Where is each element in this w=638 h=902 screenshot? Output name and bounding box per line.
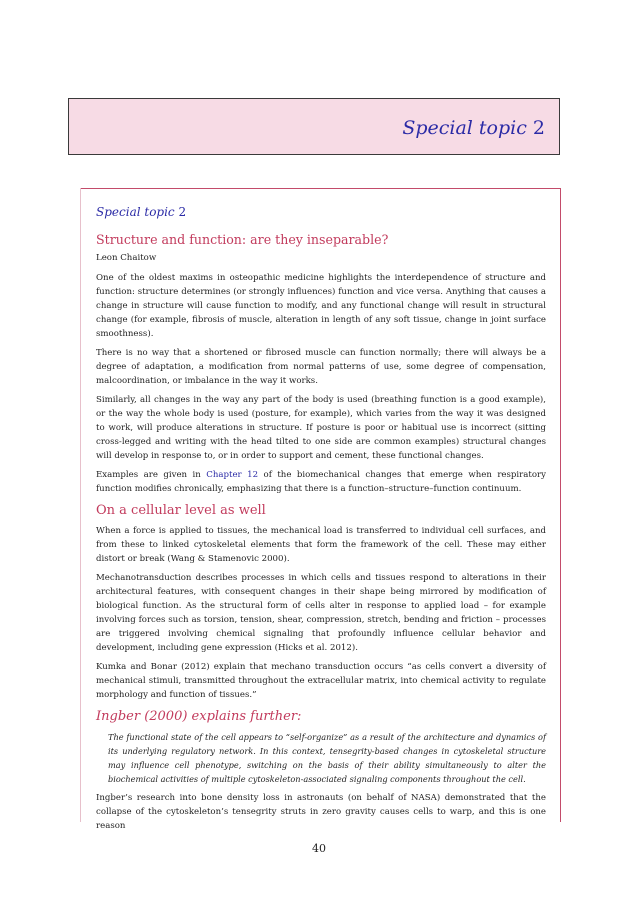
box-border-left — [80, 188, 81, 822]
paragraph: Kumka and Bonar (2012) explain that mechano transduction occurs “as cells convert a diversity of mechanical stimuli, transmitted throughout the extracellular matrix, into chemical activity to regulate morphology and function of tissues.” — [96, 662, 546, 700]
banner-title: Special topic 2 — [402, 117, 545, 139]
topic-label: Special topic 2 — [96, 205, 187, 219]
author-name: Leon Chaitow — [96, 253, 157, 263]
paragraph-examples: Examples are given in Chapter 12 of the biomechanical changes that emerge when respiratory function modifies chronically, emphasizing that there is a function–structure–function continuum. — [96, 470, 546, 494]
paragraph: There is no way that a shortened or fibrosed muscle can function normally; there will always be a degree of adaptation, a modification from normal patterns of use, some degree of compensation, malcoordination, or imbalance in the way it works. — [96, 348, 546, 386]
section-heading-cellular: On a cellular level as well — [96, 503, 266, 518]
special-topic-box — [96, 205, 546, 838]
paragraph: Similarly, all changes in the way any part of the body is used (breathing function is a good example), or the way the whole body is used (posture, for example), which varies from the way it was designed to work, will produce alterations in structure. If posture is poor or habitual use is incorrect (sitting cross-legged and writing with the head tilted to one side are common examples) structural changes will develop in response to, or in order to support and cement, these functional changes. — [96, 395, 546, 461]
paragraph: When a force is applied to tissues, the mechanical load is transferred to individual cell surfaces, and from these to linked cytoskeletal elements that form the framework of the cell. These may either distort or break (Wang & Stamenovic 2000). — [96, 526, 546, 564]
paragraph: Ingber’s research into bone density loss in astronauts (on behalf of NASA) demonstrated that the collapse of the cytoskeleton’s tensegrity struts in zero gravity causes cells to warp, and this is one reason — [96, 793, 546, 831]
paragraph: One of the oldest maxims in osteopathic medicine highlights the interdependence of structure and function: structure determines (or strongly influences) function and vice versa. Anything that causes a change in structure will cause function to modify, and any functional change will result in structural change (for example, fibrosis of muscle, alteration in length of any soft tissue, change in joint surface smoothness). — [96, 273, 546, 339]
special-topic-banner — [68, 98, 560, 155]
topic-heading: Structure and function: are they inseparable? — [96, 232, 389, 247]
page-number: 40 — [312, 842, 326, 855]
paragraph: Mechanotransduction describes processes in which cells and tissues respond to alterations in their architectural features, with consequent changes in their shape being mirrored by modification of biological function. As the structural form of cells alter in response to applied load – for example involving forces such as torsion, tension, shear, compression, stretch, bending and friction – processes are triggered involving chemical signaling that profoundly influence cellular behavior and development, including gene expression (Hicks et al. 2012). — [96, 573, 546, 653]
box-border-right — [560, 188, 561, 822]
chapter-link[interactable]: Chapter 12 — [206, 470, 259, 480]
box-border-top — [80, 188, 560, 189]
section-heading-ingber: Ingber (2000) explains further: — [96, 709, 302, 724]
block-quote: The functional state of the cell appears to “self-organize” as a result of the architecture and dynamics of its underlying regulatory network. In this context, tensegrity-based changes in cytoskeletal structure may influence cell phenotype, switching on the basis of their ability simultaneously to alter the biochemical activities of multiple cytoskeleton-associated signaling components throughout the cell. — [108, 732, 546, 784]
